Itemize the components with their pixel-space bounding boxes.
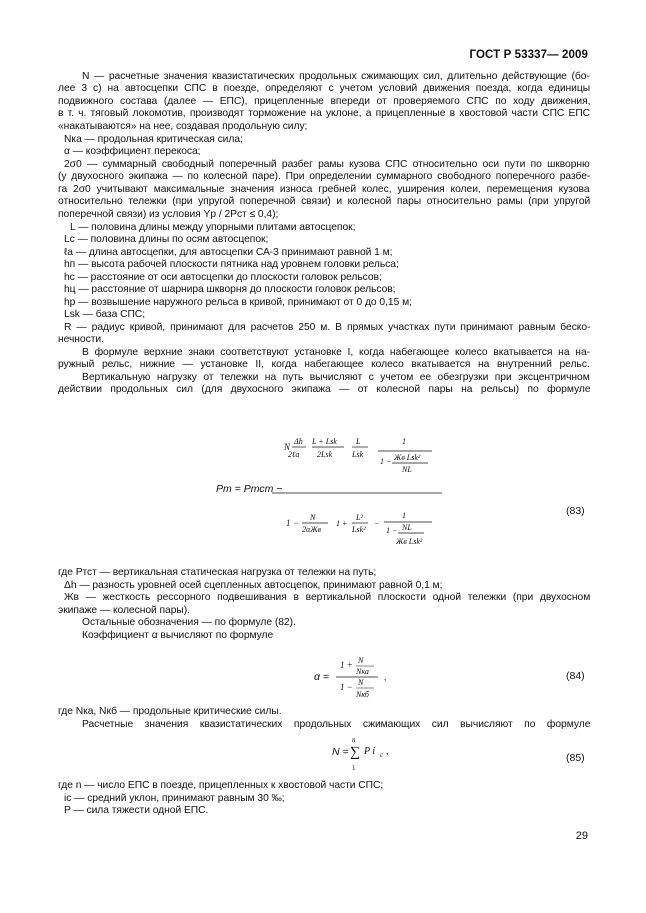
- text-line: Остальные обозначения — по формуле (82).: [82, 617, 296, 628]
- svg-text:L + Lsk: L + Lsk: [312, 437, 337, 446]
- text-line: нечности.: [58, 334, 104, 345]
- svg-text:Nкб: Nкб: [356, 690, 369, 699]
- text-line: iс — средний уклон, принимают равным 30 ‰;: [64, 793, 285, 804]
- text-line: α — коэффициент перекоса;: [64, 146, 201, 157]
- text-line: N — расчетные значения квазистатических продольных сжимающих сил, длительно действующие (бо-: [82, 71, 590, 82]
- svg-text:NL: NL: [402, 465, 412, 474]
- svg-text:Nка: Nка: [356, 667, 369, 676]
- text-line: подвижного состава (далее — ЕПС), прицепленные впереди от проверяемого СПС по ходу движения,: [58, 96, 591, 107]
- text-line: hс — расстояние от оси автосцепки до плоскости головок рельсов;: [64, 272, 382, 283]
- text-line: hц — расстояние от шарнира шкворня до плоскости головок рельсов;: [64, 284, 396, 295]
- svg-text:1 −: 1 −: [340, 682, 353, 692]
- svg-text:N: N: [358, 656, 364, 665]
- svg-text:Lsk: Lsk: [352, 450, 364, 459]
- text-line: P — сила тяжести одной ЕПС.: [64, 805, 209, 816]
- equation-85-lhs: N =: [332, 746, 349, 758]
- svg-text:Lsk²: Lsk²: [352, 525, 366, 534]
- svg-text:N: N: [358, 678, 364, 687]
- text-line: hп — высота рабочей плоскости пятника над уровнем головки рельса;: [64, 259, 399, 270]
- svg-text:1 −: 1 −: [286, 518, 299, 528]
- svg-text:Δh: Δh: [294, 437, 303, 446]
- text-line: Расчетные значения квазистатических продольных сжимающих сил вычисляют по формуле: [82, 719, 591, 730]
- text-line: в т. ч. тяговый локомотив, производят торможение на уклоне, а прицепленные в хвостовой части СПС ЕПС: [58, 108, 591, 119]
- svg-text:1 +: 1 +: [336, 519, 348, 528]
- page-number: 29: [575, 830, 588, 842]
- svg-text:2αЖв: 2αЖв: [302, 525, 321, 534]
- svg-text:1: 1: [402, 437, 406, 446]
- svg-text:1 −: 1 −: [380, 457, 392, 466]
- equation-84-number: (84): [566, 670, 585, 682]
- svg-text:N: N: [310, 513, 316, 522]
- text-line: ружный рельс, нижние — установке II, когда набегающее колесо вкатывается на внутренний рельс.: [58, 359, 590, 370]
- text-line: L — половина длины между упорными плитами автосцепок;: [70, 222, 356, 233]
- svg-text:NL: NL: [402, 523, 412, 532]
- equation-84-fraction: [336, 656, 416, 702]
- equation-85-number: (85): [566, 752, 585, 764]
- text-line: (у двухосного экипажа — по колесной паре). При определении суммарного свободного поперечного разбе-: [58, 171, 591, 182]
- text-line: Lс — половина длины по осям автосцепок;: [64, 234, 269, 245]
- svg-text:,: ,: [384, 672, 387, 682]
- svg-text:1: 1: [352, 764, 356, 772]
- svg-text:−: −: [374, 519, 380, 528]
- text-line: относительно тележки (при упругой поперечной связи) и колесной пары относительно рамы (при упругой: [58, 196, 591, 207]
- svg-text:1: 1: [402, 511, 406, 520]
- text-line: экипаже — колесной пары).: [58, 605, 190, 616]
- svg-text:L²: L²: [356, 513, 363, 522]
- equation-83-fraction: [272, 434, 452, 574]
- text-line: Nка — продольная критическая сила;: [64, 134, 243, 145]
- text-line: где n — число ЕПС в поезде, прицепленных к хвостовой части СПС;: [58, 780, 384, 791]
- text-line: R — радиус кривой, принимают для расчетов 250 м. В прямых участках пути принимают равным беско-: [64, 322, 591, 333]
- text-line: Вертикальную нагрузку от тележки на путь вычисляют с учетом ее обезгрузки при эксцентричном: [82, 372, 590, 383]
- text-line: лее 3 с) на автосцепки СПС в поезде, определяют с учетом условий движения поезда, когда единицы: [58, 83, 591, 94]
- svg-text:1 −: 1 −: [386, 526, 398, 535]
- text-line: действии продольных сил (для двухосного экипажа — от колесной пары на рельсы) по формуле: [58, 384, 591, 395]
- svg-text:∑: ∑: [350, 745, 360, 760]
- svg-text:N: N: [284, 442, 291, 452]
- svg-text:n: n: [352, 736, 356, 744]
- equation-85-sum: [350, 736, 410, 776]
- text-line: Жв — жесткость рессорного подвешивания в вертикальной плоскости одной тележки (при двухосном: [64, 592, 591, 603]
- text-line: поперечной связи) из условия Yр / 2Pст ≤ 0,4);: [58, 209, 279, 220]
- text-line: Коэффициент α вычисляют по формуле: [82, 630, 274, 641]
- svg-text:с: с: [380, 751, 384, 759]
- svg-text:2ℓa: 2ℓa: [288, 450, 300, 459]
- equation-84-lhs: α =: [314, 671, 330, 683]
- svg-text:Жв Lsk²: Жв Lsk²: [394, 453, 421, 462]
- text-line: В формуле верхние знаки соответствуют установке I, когда набегающее колесо вкатывается на на-: [82, 347, 590, 358]
- text-line: hр — возвышение наружного рельса в кривой, принимают от 0 до 0,15 м;: [64, 297, 412, 308]
- svg-text:1 +: 1 +: [340, 660, 353, 670]
- text-line: Δh — разность уровней осей сцепленных автосцепок, принимают равной 0,1 м;: [64, 580, 443, 591]
- text-line: «накатываются» на нее, создавая продольную силу;: [58, 121, 308, 132]
- svg-text:P i: P i: [364, 746, 376, 757]
- equation-83-number: (83): [566, 505, 585, 517]
- equation-83-lhs: Pт = Pтст −: [216, 483, 283, 495]
- page-header: ГОСТ Р 53337— 2009: [469, 49, 588, 61]
- svg-text:Жв Lsk²: Жв Lsk²: [396, 537, 423, 546]
- svg-text:,: ,: [386, 746, 389, 757]
- svg-text:2Lsk: 2Lsk: [317, 450, 333, 459]
- text-line: 2σ0 — суммарный свободный поперечный разбег рамы кузова СПС относительно оси пути по шкворню: [64, 159, 590, 170]
- text-line: га 2σ0 учитывают максимальные значения износа гребней колес, уширения колеи, перемещения кузова: [58, 184, 590, 195]
- text-line: Lsk — база СПС;: [64, 309, 146, 320]
- text-line: ℓа — длина автосцепки, для автосцепки СА-3 принимают равной 1 м;: [64, 247, 393, 258]
- svg-text:L: L: [356, 437, 361, 446]
- text-line: где Nка, Nкб — продольные критические силы.: [58, 706, 282, 717]
- text-line: где Pтст — вертикальная статическая нагрузка от тележки на путь;: [58, 567, 377, 578]
